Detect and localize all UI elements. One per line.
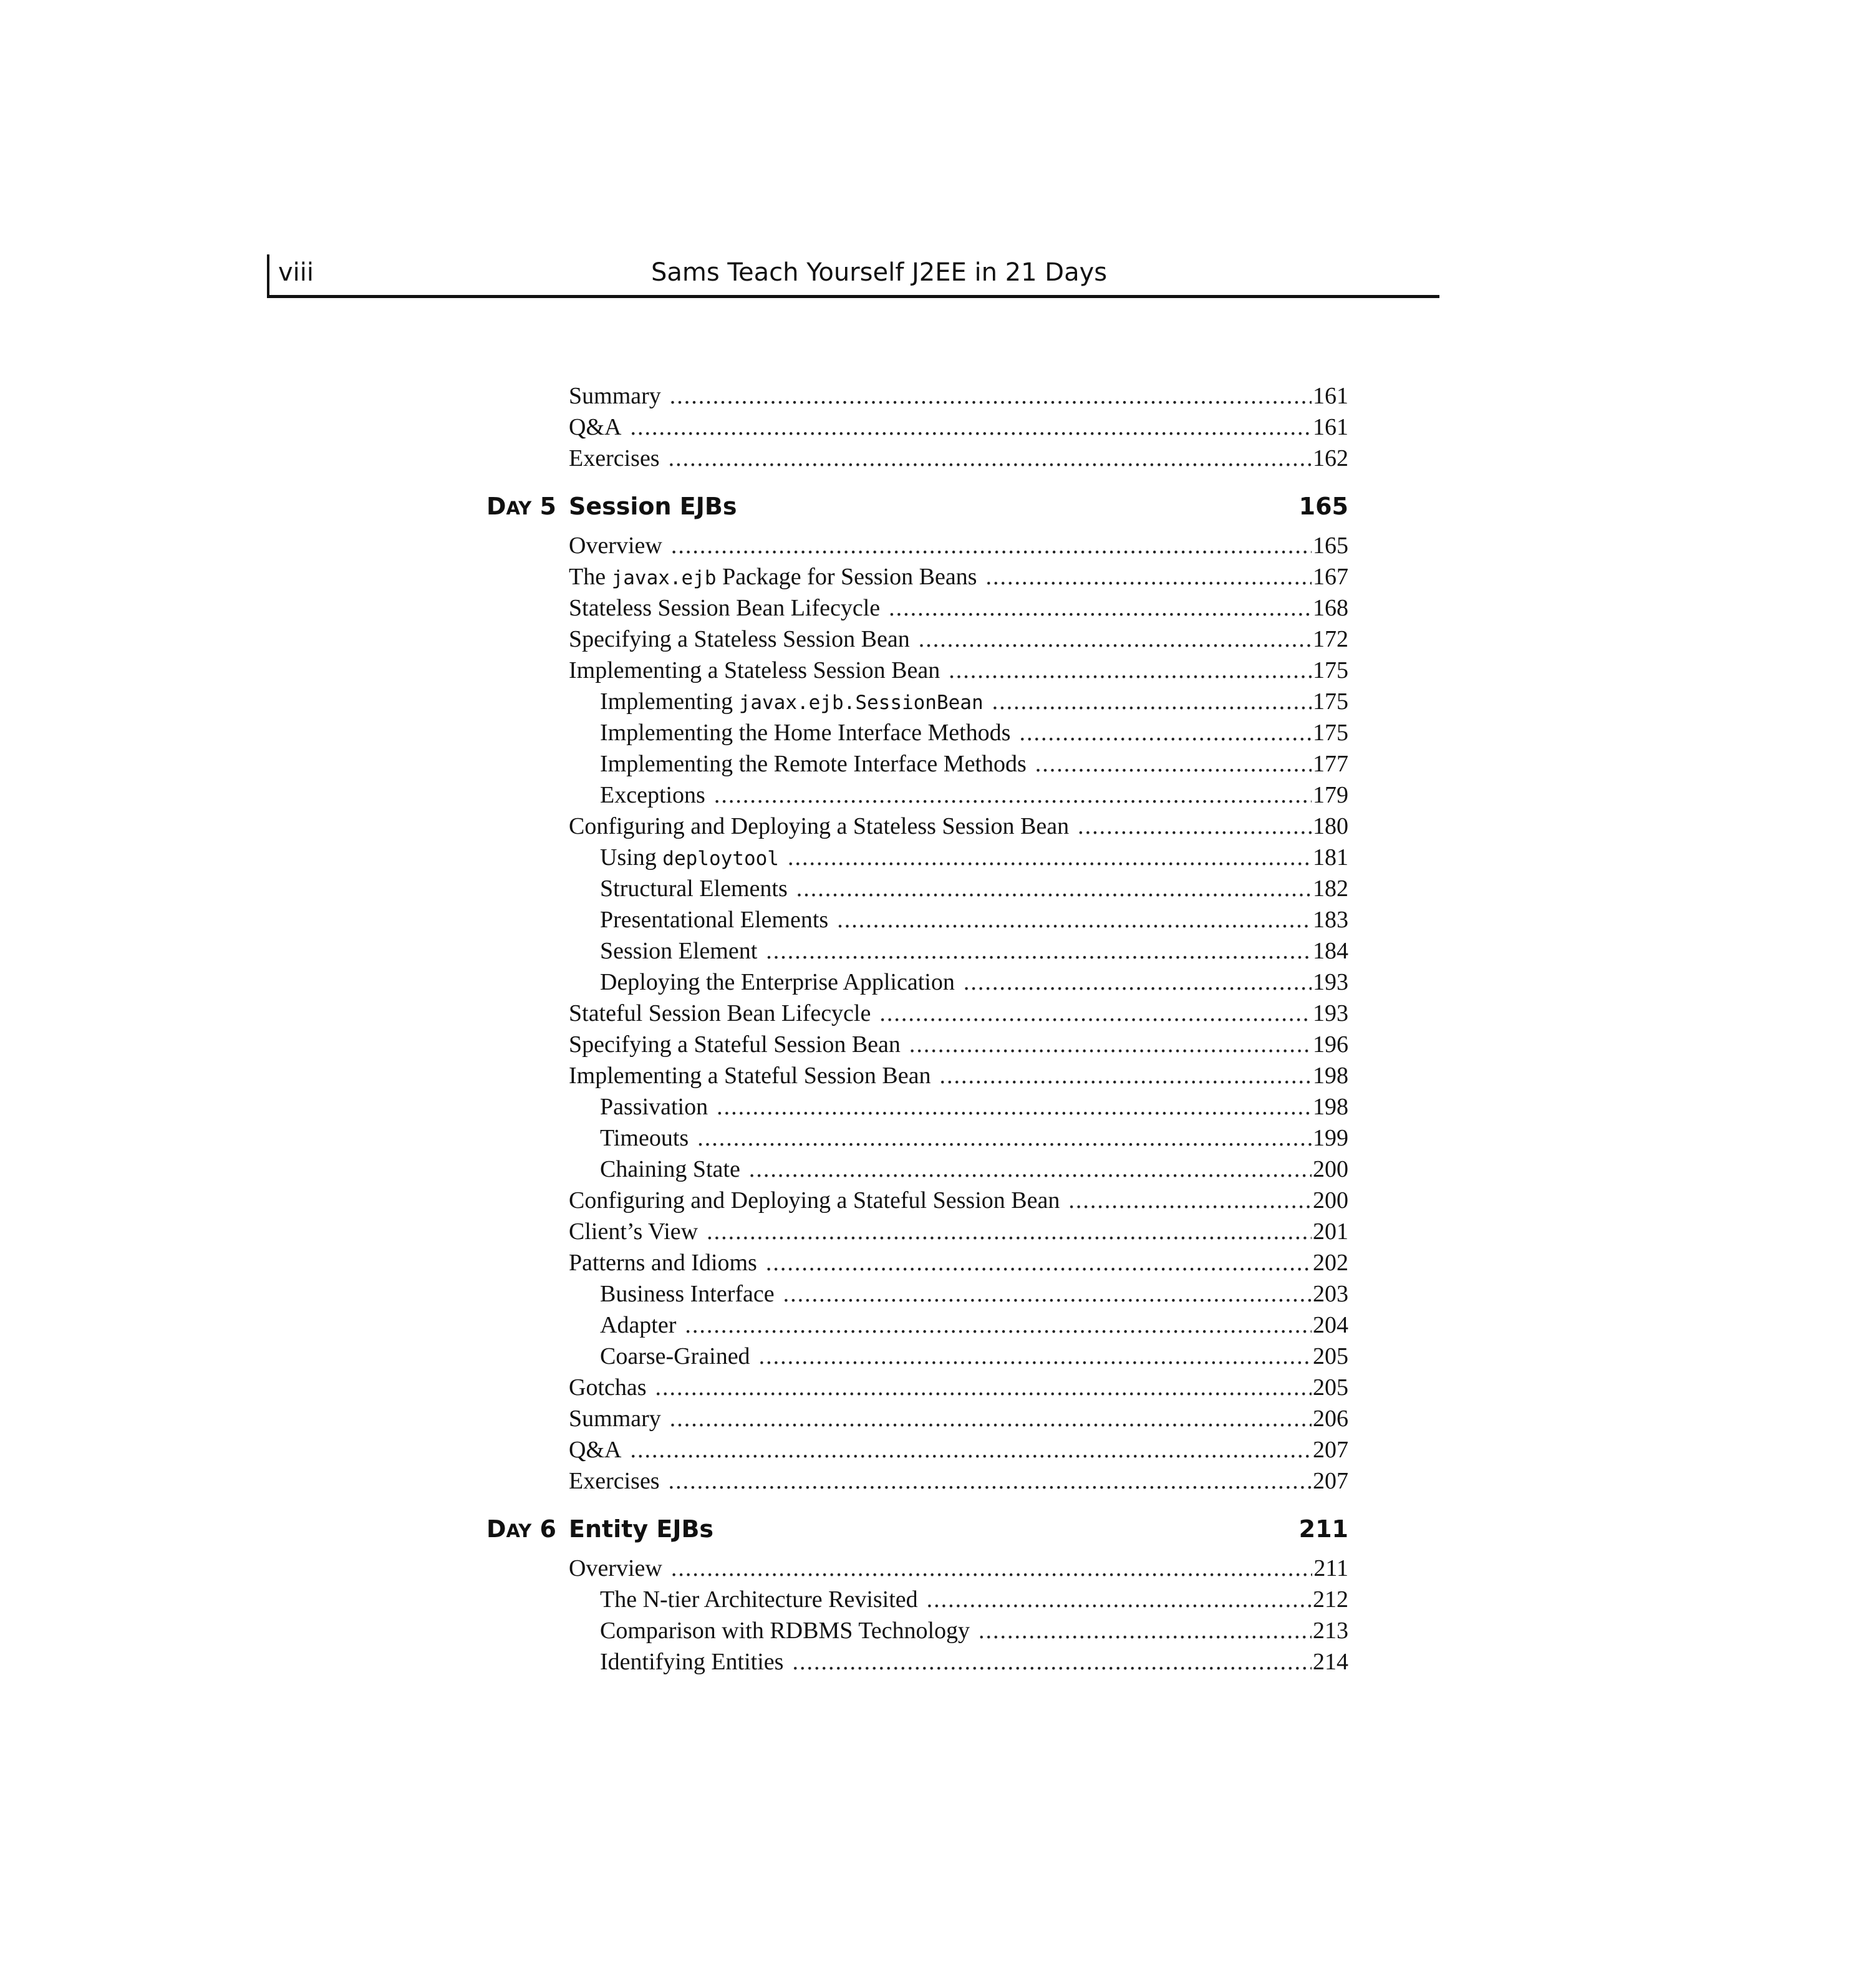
toc-subentry[interactable]: Exceptions ..... 179 <box>600 779 1348 811</box>
page-number: 212 <box>1313 1586 1348 1613</box>
page-number: 201 <box>1313 1218 1348 1245</box>
page-number: 214 <box>1313 1649 1348 1675</box>
page-number: 199 <box>1313 1125 1348 1151</box>
page-number: 203 <box>1313 1281 1348 1307</box>
toc-subentry[interactable]: Implementing the Home Interface Methods ..... 175 <box>600 717 1348 748</box>
leader-dots <box>1078 811 1312 842</box>
running-title: Sams Teach Yourself J2EE in 21 Days <box>651 258 1108 287</box>
leader-dots <box>655 1372 1312 1403</box>
page-number: 196 <box>1313 1031 1348 1058</box>
toc-entry[interactable]: Summary ..... 206 <box>569 1403 1348 1434</box>
toc-subentry[interactable]: Passivation ..... 198 <box>600 1091 1348 1122</box>
page-number: 200 <box>1313 1156 1348 1182</box>
leader-dots <box>749 1154 1312 1185</box>
leader-dots <box>670 380 1312 412</box>
page-number: 200 <box>1313 1187 1348 1214</box>
chapter-heading-day6[interactable] <box>486 1510 1348 1548</box>
page-number: 175 <box>1313 688 1348 715</box>
toc-entry[interactable]: Overview ..... 165 <box>569 530 1348 561</box>
toc-subentry[interactable]: Chaining State ..... 200 <box>600 1154 1348 1185</box>
toc-entry[interactable]: Implementing a Stateful Session Bean ..... 198 <box>569 1060 1348 1091</box>
toc-subentry[interactable]: Adapter ..... 204 <box>600 1310 1348 1341</box>
leader-dots <box>766 935 1312 967</box>
leader-dots <box>714 779 1312 811</box>
leader-dots <box>992 686 1312 717</box>
toc-subentry[interactable]: Deploying the Enterprise Application ..... 193 <box>600 967 1348 998</box>
page-number: 205 <box>1313 1343 1348 1369</box>
leader-dots <box>685 1310 1312 1341</box>
page-number: 161 <box>1313 414 1348 440</box>
page-number: 184 <box>1313 938 1348 964</box>
leader-dots <box>707 1216 1312 1247</box>
leader-dots <box>909 1029 1312 1060</box>
toc-entry[interactable]: Stateless Session Bean Lifecycle ..... 168 <box>569 592 1348 624</box>
page-number: 175 <box>1313 657 1348 683</box>
leader-dots <box>919 624 1312 655</box>
leader-dots <box>879 998 1312 1029</box>
toc-entry[interactable]: Overview ..... 211 <box>569 1553 1348 1584</box>
leader-dots <box>1035 748 1312 779</box>
leader-dots <box>697 1122 1312 1154</box>
page-number: 193 <box>1313 1000 1348 1026</box>
page-number: 207 <box>1313 1437 1348 1463</box>
chapter-title: Entity EJBs <box>569 1515 714 1543</box>
toc-subentry[interactable]: Identifying Entities ..... 214 <box>600 1646 1348 1677</box>
leader-dots <box>670 1403 1312 1434</box>
page-number: 181 <box>1313 844 1348 871</box>
code-term: deploytool <box>662 847 779 870</box>
leader-dots <box>788 842 1312 873</box>
toc-entry[interactable]: Stateful Session Bean Lifecycle ..... 193 <box>569 998 1348 1029</box>
leader-dots <box>979 1615 1312 1646</box>
page-number: 168 <box>1313 595 1348 621</box>
leader-dots <box>669 1465 1312 1497</box>
page-number: 207 <box>1313 1468 1348 1494</box>
toc-entry[interactable]: Configuring and Deploying a Stateful Session Bean ..... 200 <box>569 1185 1348 1216</box>
page-number: 162 <box>1313 445 1348 471</box>
chapter-page: 165 <box>1298 493 1348 520</box>
toc-entry[interactable]: Summary ..... 161 <box>569 380 1348 412</box>
leader-dots <box>671 530 1312 561</box>
page-number: 165 <box>1313 533 1348 559</box>
page-number: 182 <box>1313 876 1348 902</box>
page-number: 179 <box>1313 782 1348 808</box>
page-number: 167 <box>1313 564 1348 590</box>
toc-entry[interactable]: Exercises ..... 207 <box>569 1465 1348 1497</box>
leader-dots <box>949 655 1312 686</box>
page-number: 202 <box>1313 1250 1348 1276</box>
toc-subentry[interactable]: Implementing the Remote Interface Methods ..... 177 <box>600 748 1348 779</box>
chapter-title: Session EJBs <box>569 493 737 520</box>
leader-dots <box>889 592 1312 624</box>
toc-subentry[interactable]: Coarse-Grained ..... 205 <box>600 1341 1348 1372</box>
toc-subentry[interactable]: Session Element ..... 184 <box>600 935 1348 967</box>
toc-entry[interactable]: Patterns and Idioms ..... 202 <box>569 1247 1348 1278</box>
toc-subentry[interactable]: Presentational Elements ..... 183 <box>600 904 1348 935</box>
leader-dots <box>783 1278 1312 1310</box>
day-label: DAY 5 <box>486 493 556 520</box>
toc-subentry[interactable]: Timeouts ..... 199 <box>600 1122 1348 1154</box>
leader-dots <box>759 1341 1312 1372</box>
toc-subentry[interactable]: Using deploytool ..... 181 <box>600 842 1348 873</box>
leader-dots <box>630 1434 1312 1465</box>
leader-dots <box>671 1553 1313 1584</box>
page-number: 198 <box>1313 1094 1348 1120</box>
page-folio: viii <box>278 258 314 287</box>
chapter-heading-day5[interactable] <box>486 488 1348 525</box>
leader-dots <box>939 1060 1312 1091</box>
page-number: 204 <box>1313 1312 1348 1338</box>
page-header <box>267 254 1439 298</box>
page-number: 213 <box>1313 1618 1348 1644</box>
page-number: 183 <box>1313 907 1348 933</box>
leader-dots <box>1019 717 1312 748</box>
toc-entry[interactable]: Exercises ..... 162 <box>569 443 1348 474</box>
toc-entry[interactable]: Client’s View ..... 201 <box>569 1216 1348 1247</box>
leader-dots <box>717 1091 1312 1122</box>
page-number: 206 <box>1313 1406 1348 1432</box>
toc-subentry[interactable]: Implementing javax.ejb.SessionBean ..... 175 <box>600 686 1348 717</box>
code-term: javax.ejb.SessionBean <box>738 692 984 714</box>
toc-entry[interactable]: Specifying a Stateful Session Bean ..... 196 <box>569 1029 1348 1060</box>
leader-dots <box>630 412 1312 443</box>
page-number: 177 <box>1313 751 1348 777</box>
toc-subentry[interactable]: Business Interface ..... 203 <box>600 1278 1348 1310</box>
leader-dots <box>796 873 1312 904</box>
chapter-page: 211 <box>1298 1515 1348 1543</box>
toc-entry[interactable]: Q&A ..... 207 <box>569 1434 1348 1465</box>
day-label: DAY 6 <box>486 1515 556 1543</box>
leader-dots <box>964 967 1312 998</box>
page-number: 180 <box>1313 813 1348 839</box>
page-number: 193 <box>1313 969 1348 995</box>
toc-entry[interactable]: Configuring and Deploying a Stateless Session Bean ..... 180 <box>569 811 1348 842</box>
leader-dots <box>927 1584 1312 1615</box>
toc-entry[interactable]: Q&A ..... 161 <box>569 412 1348 443</box>
toc-subentry[interactable]: The N-tier Architecture Revisited ..... 212 <box>600 1584 1348 1615</box>
toc-entry[interactable]: Specifying a Stateless Session Bean ..... 172 <box>569 624 1348 655</box>
page-number: 161 <box>1313 383 1348 409</box>
page-number: 198 <box>1313 1063 1348 1089</box>
leader-dots <box>792 1646 1312 1677</box>
toc-subentry[interactable]: Comparison with RDBMS Technology ..... 213 <box>600 1615 1348 1646</box>
toc-entry[interactable]: The javax.ejb Package for Session Beans ..... 167 <box>569 561 1348 592</box>
toc-subentry[interactable]: Structural Elements ..... 182 <box>600 873 1348 904</box>
page-number: 211 <box>1313 1555 1348 1581</box>
code-term: javax.ejb <box>611 567 717 589</box>
leader-dots <box>766 1247 1312 1278</box>
page-number: 175 <box>1313 720 1348 746</box>
leader-dots <box>837 904 1312 935</box>
leader-dots <box>1068 1185 1312 1216</box>
page-number: 172 <box>1313 626 1348 652</box>
leader-dots <box>669 443 1312 474</box>
toc-entry[interactable]: Implementing a Stateless Session Bean ..... 175 <box>569 655 1348 686</box>
toc-entry[interactable]: Gotchas ..... 205 <box>569 1372 1348 1403</box>
leader-dots <box>985 561 1312 592</box>
page-number: 205 <box>1313 1374 1348 1401</box>
